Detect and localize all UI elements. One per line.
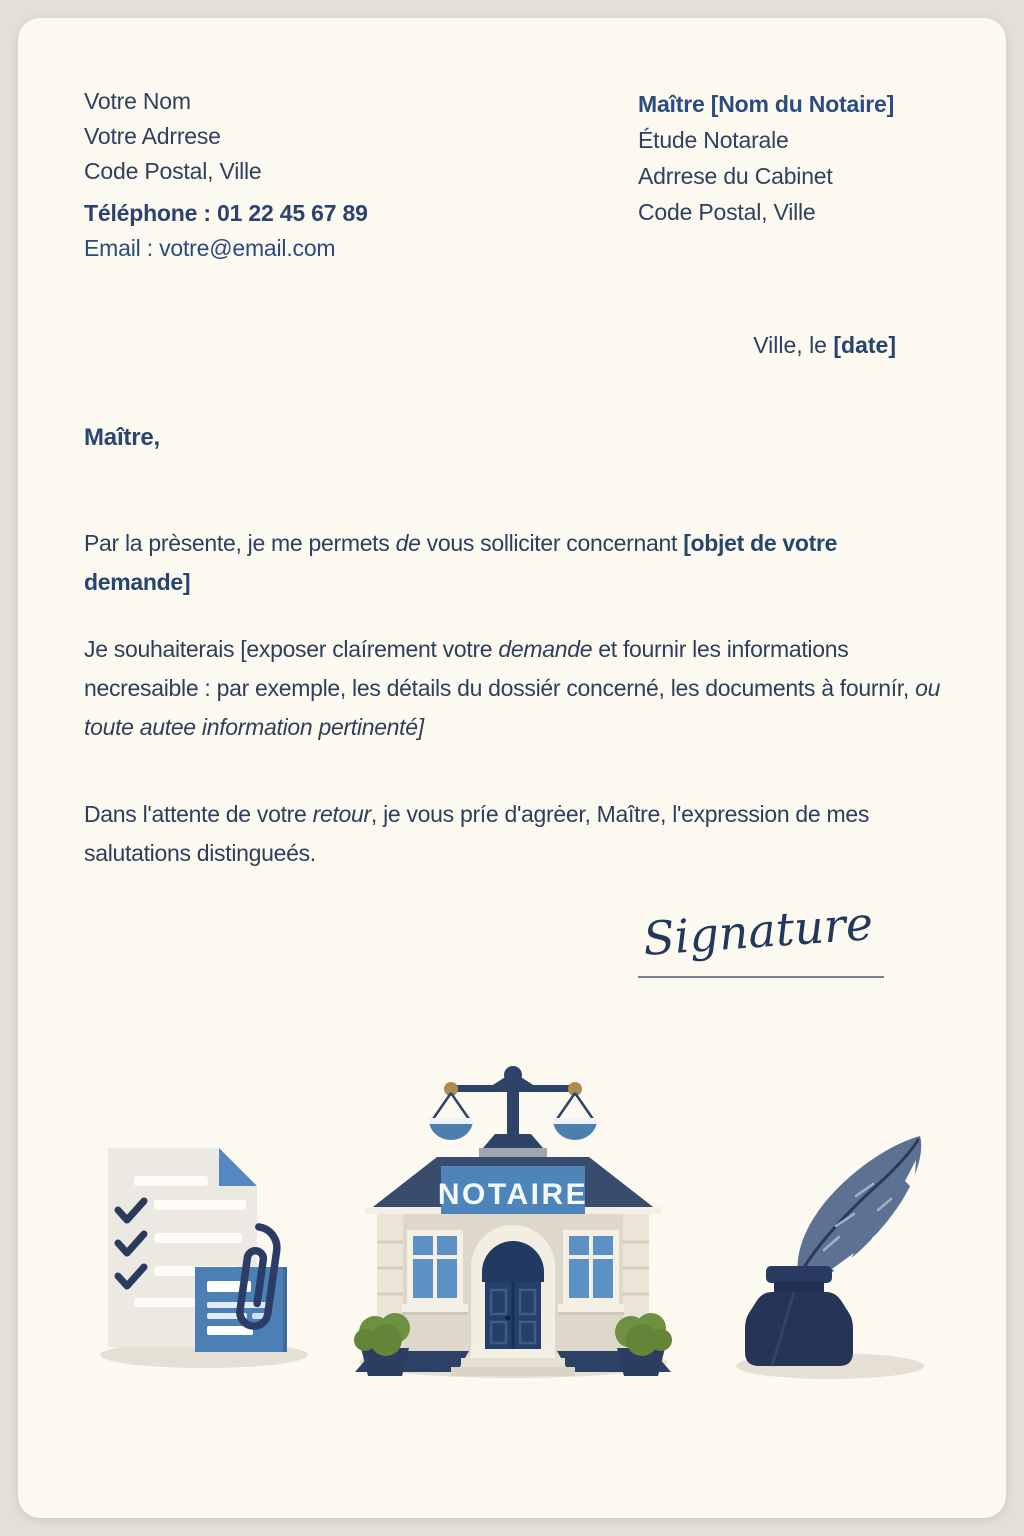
signature: Signature xyxy=(641,896,875,966)
paragraph-2: Je souhaiterais [exposer claírement votre demande et fournir les informations necresaible : par exemple, les détails du dossiér concerné, les documents à fournír, ou toute autee information pertinenté] xyxy=(84,636,941,740)
recipient-address: Adrrese du Cabinet xyxy=(638,163,833,189)
sender-block xyxy=(84,84,368,266)
dateline-prefix: Ville, le xyxy=(753,332,834,358)
sender-email: Email : votre@email.com xyxy=(84,235,336,261)
left-window xyxy=(402,1230,468,1315)
right-window xyxy=(558,1230,624,1315)
sender-name: Votre Nom xyxy=(84,88,191,114)
quill-inkwell-icon xyxy=(736,1126,946,1390)
letter-page xyxy=(18,18,1006,1518)
feather xyxy=(797,1136,921,1282)
dateline-date: [date] xyxy=(833,332,896,358)
recipient-name: Maître [Nom du Notaire] xyxy=(638,91,895,117)
entrance-door xyxy=(471,1225,555,1351)
recipient-block xyxy=(638,86,894,230)
checklist-document-icon xyxy=(92,1140,332,1385)
salutation: Maître, xyxy=(84,424,160,451)
signature-underline xyxy=(638,976,884,978)
paragraph-1: Par la prèsente, je me permets de vous solliciter concernant [objet de votre demande] xyxy=(84,530,838,595)
notaire-office-icon xyxy=(345,1060,680,1385)
inkwell xyxy=(745,1266,853,1366)
recipient-office: Étude Notarale xyxy=(638,127,789,153)
paragraph-3: Dans l'attente de votre retour, je vous príe d'agrėer, Maître, l'expression de mes salutations distingueés. xyxy=(84,801,870,866)
sender-postal-city: Code Postal, Ville xyxy=(84,158,262,184)
sender-address: Votre Adrrese xyxy=(84,123,221,149)
dateline xyxy=(753,332,896,359)
recipient-postal-city: Code Postal, Ville xyxy=(638,199,816,225)
scales-of-justice-icon xyxy=(429,1066,597,1159)
folded-corner xyxy=(219,1148,257,1186)
sender-phone: Téléphone : 01 22 45 67 89 xyxy=(84,200,368,226)
notaire-sign-text: NOTAIRE xyxy=(437,1178,589,1211)
